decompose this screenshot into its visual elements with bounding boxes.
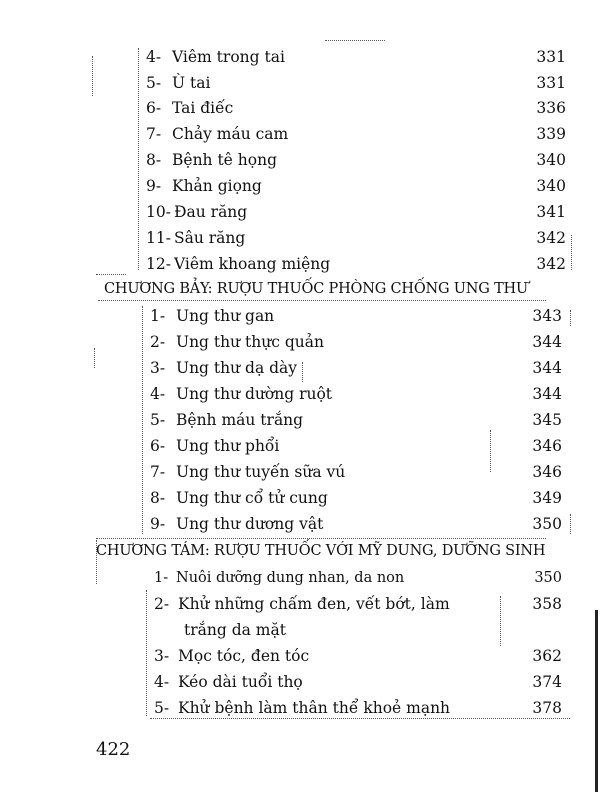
toc-entry xyxy=(146,200,566,224)
entry-title: Đau răng xyxy=(174,203,248,221)
toc-entry xyxy=(146,122,566,146)
toc-entry xyxy=(150,382,570,406)
entry-title: Viêm trong tai xyxy=(172,48,285,66)
scan-artifact-line xyxy=(325,40,385,41)
entry-page: 341 xyxy=(536,203,566,221)
entry-number: 1- xyxy=(154,570,169,586)
toc-entry xyxy=(150,356,570,380)
entry-title: Khử bệnh làm thân thể khoẻ mạnh xyxy=(178,699,451,717)
scan-artifact-line xyxy=(302,362,303,382)
entry-title: trắng da mặt xyxy=(184,621,286,639)
entry-number: 4- xyxy=(150,385,166,403)
entry-number: 6- xyxy=(150,437,166,455)
entry-number: 7- xyxy=(146,125,162,143)
scan-artifact-line xyxy=(146,590,147,716)
scan-artifact-line xyxy=(150,718,570,719)
entry-title: Ung thư dương vật xyxy=(176,515,324,533)
toc-entry xyxy=(150,460,570,484)
entry-page: 340 xyxy=(536,151,566,169)
entry-title: Chảy máu cam xyxy=(172,125,289,143)
entry-page: 340 xyxy=(536,177,566,195)
entry-page: 349 xyxy=(532,489,562,507)
toc-entry xyxy=(150,304,570,328)
entry-number: 8- xyxy=(146,151,162,169)
scan-artifact-line xyxy=(92,56,93,96)
entry-number: 7- xyxy=(150,463,166,481)
toc-entry xyxy=(146,174,566,198)
scan-artifact-line xyxy=(98,300,546,301)
entry-page: 378 xyxy=(532,699,562,717)
entry-page: 374 xyxy=(532,673,562,691)
toc-entry xyxy=(146,45,566,69)
page-number: 422 xyxy=(96,739,131,760)
entry-number: 5- xyxy=(146,74,162,92)
scan-artifact-line xyxy=(490,430,491,472)
toc-entry xyxy=(150,486,570,510)
toc-entry xyxy=(150,434,570,458)
toc-entry xyxy=(146,71,566,95)
entry-page: 331 xyxy=(536,48,566,66)
toc-entry xyxy=(154,696,574,720)
scan-artifact-line xyxy=(96,538,546,539)
entry-number: 5- xyxy=(150,411,166,429)
entry-page: 331 xyxy=(536,74,566,92)
entry-page: 350 xyxy=(534,570,562,586)
entry-number: 5- xyxy=(154,699,170,717)
entry-title: Viêm khoang miệng xyxy=(174,255,331,273)
entry-title: Ung thư dường ruột xyxy=(176,385,333,403)
entry-title: Nuôi dưỡng dung nhan, da non xyxy=(176,570,405,586)
entry-number: 3- xyxy=(150,359,166,377)
entry-title: Sâu răng xyxy=(174,229,246,247)
entry-page: 344 xyxy=(532,385,562,403)
toc-entry xyxy=(154,644,574,668)
entry-page: 344 xyxy=(532,359,562,377)
scan-artifact-line xyxy=(142,306,143,534)
toc-entry xyxy=(146,148,566,172)
entry-page: 342 xyxy=(536,255,566,273)
scan-artifact-line xyxy=(96,540,97,584)
toc-entry xyxy=(150,512,570,536)
scan-artifact-line xyxy=(96,274,126,275)
entry-title: Tai điếc xyxy=(172,99,234,117)
toc-entry xyxy=(150,330,570,354)
entry-title: Bệnh máu trắng xyxy=(176,411,304,429)
entry-number: 9- xyxy=(146,177,162,195)
scan-artifact-line xyxy=(94,348,95,368)
entry-number: 4- xyxy=(154,673,170,691)
entry-title: Khản giọng xyxy=(172,177,262,195)
entry-title: Bệnh tê họng xyxy=(172,151,278,169)
scan-artifact-line xyxy=(571,235,572,270)
entry-title: Ung thư gan xyxy=(176,307,275,325)
entry-page: 362 xyxy=(532,647,562,665)
toc-entry xyxy=(146,226,566,250)
entry-number: 11- xyxy=(146,229,171,247)
entry-title: Kéo dài tuổi thọ xyxy=(178,673,303,691)
scan-artifact-line xyxy=(570,310,571,326)
entry-title: Ù tai xyxy=(172,74,211,92)
entry-page: 336 xyxy=(536,99,566,117)
entry-number: 1- xyxy=(150,307,166,325)
entry-page: 350 xyxy=(532,515,562,533)
entry-number: 3- xyxy=(154,647,170,665)
entry-number: 10- xyxy=(146,203,171,221)
entry-number: 6- xyxy=(146,99,162,117)
toc-entry xyxy=(146,96,566,120)
entry-title: Ung thư thực quản xyxy=(176,333,324,351)
entry-number: 12- xyxy=(146,255,171,273)
toc-entry xyxy=(146,252,566,276)
entry-number: 4- xyxy=(146,48,162,66)
entry-page: 339 xyxy=(536,125,566,143)
entry-title: Ung thư tuyến sữa vú xyxy=(176,463,346,481)
entry-title: Ung thư phổi xyxy=(176,437,280,455)
toc-entry-continuation xyxy=(154,618,574,642)
entry-page: 344 xyxy=(532,333,562,351)
scan-artifact-line xyxy=(138,48,139,270)
scan-artifact-line xyxy=(570,514,571,534)
toc-entry xyxy=(154,566,574,590)
page-edge-shadow xyxy=(595,610,598,792)
entry-title: Khử những chấm đen, vết bớt, làm xyxy=(178,595,450,613)
entry-page: 343 xyxy=(532,307,562,325)
entry-page: 342 xyxy=(536,229,566,247)
chapter-heading: CHƯƠNG TÁM: RƯỢU THUỐC VỚI MỸ DUNG, DƯỠNG SINH xyxy=(96,543,546,559)
entry-title: Ung thư dạ dày xyxy=(176,359,298,377)
toc-entry xyxy=(154,670,574,694)
entry-number: 2- xyxy=(150,333,166,351)
entry-page: 358 xyxy=(532,595,562,613)
entry-page: 346 xyxy=(532,463,562,481)
entry-title: Ung thư cổ tử cung xyxy=(176,489,328,507)
entry-number: 8- xyxy=(150,489,166,507)
entry-number: 9- xyxy=(150,515,166,533)
toc-entry xyxy=(154,592,574,616)
chapter-heading: CHƯƠNG BẢY: RƯỢU THUỐC PHÒNG CHỐNG UNG THƯ xyxy=(104,281,529,297)
toc-entry xyxy=(150,408,570,432)
entry-page: 345 xyxy=(532,411,562,429)
scan-artifact-line xyxy=(500,596,501,646)
entry-page: 346 xyxy=(532,437,562,455)
entry-title: Mọc tóc, đen tóc xyxy=(178,647,310,665)
entry-number: 2- xyxy=(154,595,170,613)
